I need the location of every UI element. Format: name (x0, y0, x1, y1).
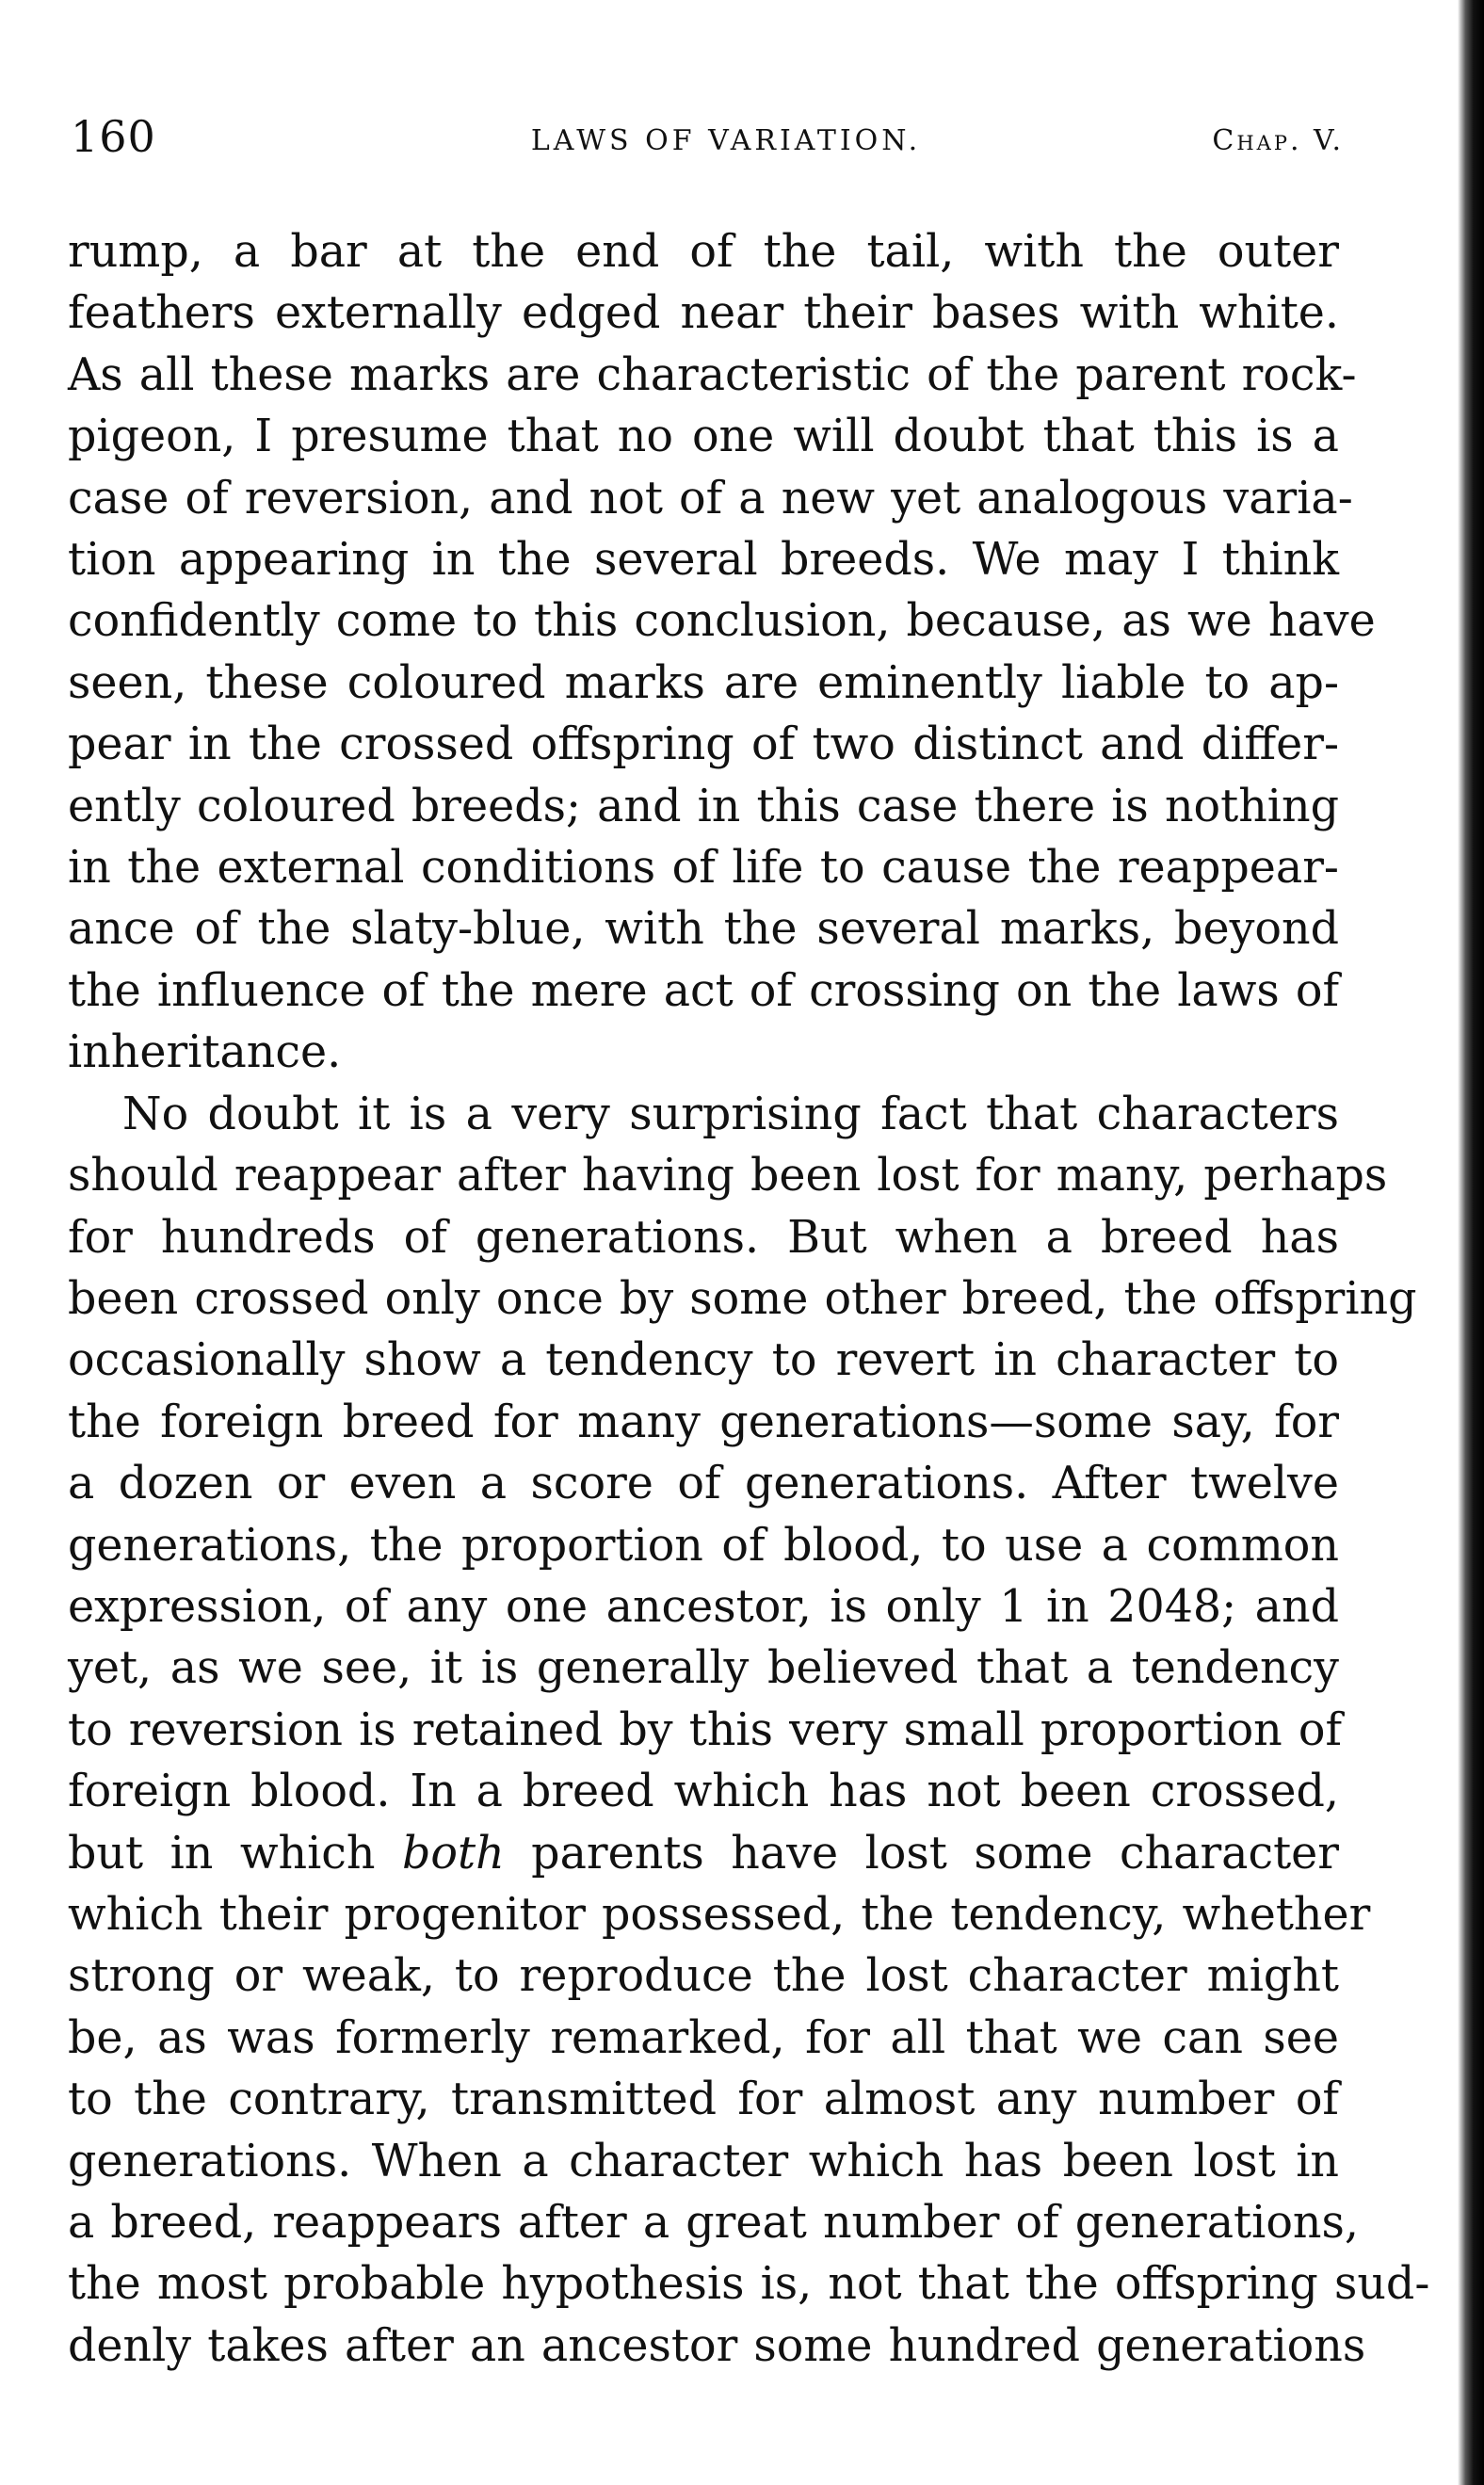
text-line-with-italic (68, 1823, 1339, 1884)
text-line: pigeon, I presume that no one will doubt that this is a (68, 411, 1339, 463)
text-line: been crossed only once by some other breed, the offspring (68, 1272, 1417, 1325)
text-line: in the external conditions of life to cause the reappear- (68, 842, 1339, 895)
text-line: seen, these coloured marks are eminently liable to ap- (68, 656, 1339, 709)
text-line: occasionally show a tendency to revert in character to (68, 1334, 1339, 1387)
page-number: 160 (71, 111, 156, 162)
text-line: to the contrary, transmitted for almost any number of (68, 2074, 1339, 2126)
text-line: for hundreds of generations. But when a breed has (68, 1211, 1339, 1264)
text-line: feathers externally edged near their bases with white. (68, 287, 1339, 340)
text-line: a breed, reappears after a great number of generations, (68, 2197, 1359, 2249)
text-line: denly takes after an ancestor some hundred generations (68, 2319, 1366, 2372)
text-line: yet, as we see, it is generally believed that a tendency (68, 1642, 1339, 1695)
text-line: tion appearing in the several breeds. We may I think (68, 534, 1339, 587)
running-head (71, 111, 1344, 168)
text-line: to reversion is retained by this very small proportion of (68, 1703, 1343, 1756)
text-line: strong or weak, to reproduce the lost character might (68, 1950, 1339, 2003)
text-line: As all these marks are characteristic of the parent rock- (68, 348, 1357, 401)
italic-word: both (401, 1827, 505, 1880)
text-line: ently coloured breeds; and in this case there is nothing (68, 780, 1339, 832)
paragraph-1 (68, 221, 1376, 1084)
text-line: the foreign breed for many generations—some say, for (68, 1396, 1339, 1448)
text-line: case of reversion, and not of a new yet analogous varia- (68, 472, 1353, 524)
text-line: confidently come to this conclusion, because, as we have (68, 595, 1376, 648)
chapter-reference: Chap. V. (1212, 124, 1344, 157)
italic-line-before: but in which (68, 1827, 402, 1880)
text-line: ance of the slaty-blue, with the several marks, beyond (68, 903, 1339, 956)
text-line: No doubt it is a very surprising fact that characters (122, 1088, 1339, 1140)
text-line: rump, a bar at the end of the tail, with the outer (68, 226, 1339, 278)
running-title: LAWS OF VARIATION. (530, 124, 922, 157)
text-line: inheritance. (68, 1026, 342, 1079)
text-line: the most probable hypothesis is, not that the offspring sud- (68, 2258, 1430, 2311)
text-line: generations, the proportion of blood, to use a common (68, 1519, 1339, 1572)
text-line: which their progenitor possessed, the tendency, whether (68, 1888, 1371, 1941)
body-text (68, 221, 1430, 2377)
text-line: foreign blood. In a breed which has not been crossed, (68, 1766, 1339, 1818)
text-line: should reappear after having been lost for many, perhaps (68, 1150, 1388, 1202)
text-line: a dozen or even a score of generations. After twelve (68, 1458, 1339, 1510)
text-line: generations. When a character which has been lost in (68, 2135, 1339, 2187)
paragraph-2 (68, 1084, 1430, 2378)
text-line: the influence of the mere act of crossing on the laws of (68, 964, 1340, 1017)
text-line: be, as was formerly remarked, for all that we can see (68, 2011, 1339, 2064)
page-edge-shadow (1458, 0, 1484, 2485)
text-line: expression, of any one ancestor, is only 1 in 2048; and (68, 1580, 1339, 1633)
text-line: pear in the crossed offspring of two distinct and differ- (68, 718, 1339, 771)
italic-line-after: parents have lost some character (504, 1827, 1339, 1880)
